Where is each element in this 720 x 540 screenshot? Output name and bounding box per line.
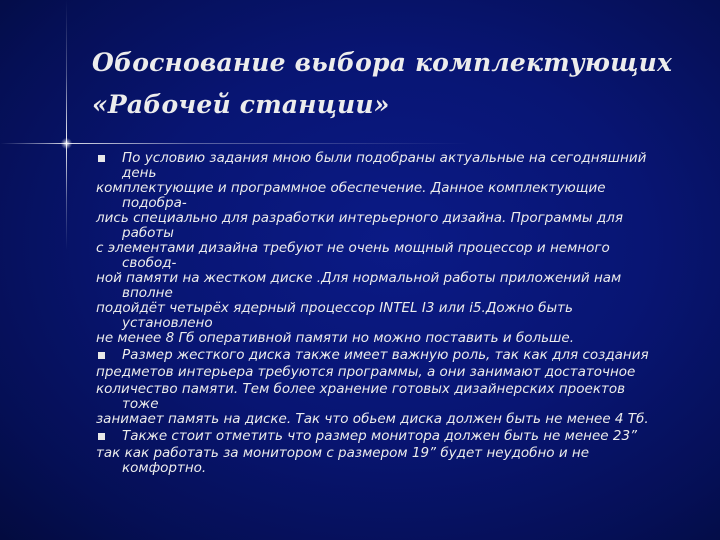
decorative-sparkle [61,138,72,149]
body-text-line: работы [122,225,174,241]
body-text-line: комфортно. [122,460,207,476]
bullet-paragraph-line: Размер жесткого диска также имеет важную роль, так как для создания [96,347,708,364]
body-text-line: ной памяти на жестком диске .Для нормальной работы приложений нам [96,270,622,286]
body-text-line: тоже [122,396,159,412]
body-text-line: количество памяти. Тем более хранение готовых дизайнерских проектов [96,381,626,397]
body-text-line: установлено [122,315,213,331]
slide-body-text [96,150,708,475]
bullet-paragraph-line: Также стоит отметить что размер монитора должен быть не менее 23” [96,428,708,445]
slide-title-line-2: «Рабочей станции» [92,90,390,119]
body-text-line: свобод- [122,255,177,271]
decorative-vertical-line [66,0,67,250]
bullet-paragraph-line: По условию задания мною были подобраны актуальные на сегодняшний [96,150,708,167]
body-text-line: вполне [122,285,173,301]
body-text-line: не менее 8 Гб оперативной памяти но можно поставить и больше. [96,330,575,346]
body-text-line: так как работать за монитором с размером 19” будет неудобно и не [96,445,590,461]
body-text-line: предметов интерьера требуются программы, а они занимают достаточное [96,364,636,380]
body-text-line: занимает память на диске. Так что обьем диска должен быть не менее 4 Тб. [96,411,649,427]
slide-title [92,42,702,126]
body-text-line: подойдёт четырёх ядерный процессор INTEL I3 или i5.Дожно быть [96,300,573,316]
slide-title-line-1: Обоснование выбора комплектующих [92,48,673,77]
body-text-line: подобра- [122,195,187,211]
body-text-line: лись специально для разработки интерьерного дизайна. Программы для [96,210,623,226]
body-text-line: комплектующие и программное обеспечение. Данное комплектующие [96,180,606,196]
body-text-line: день [122,165,157,181]
body-text-line: с элементами дизайна требуют не очень мощный процессор и немного [96,240,610,256]
